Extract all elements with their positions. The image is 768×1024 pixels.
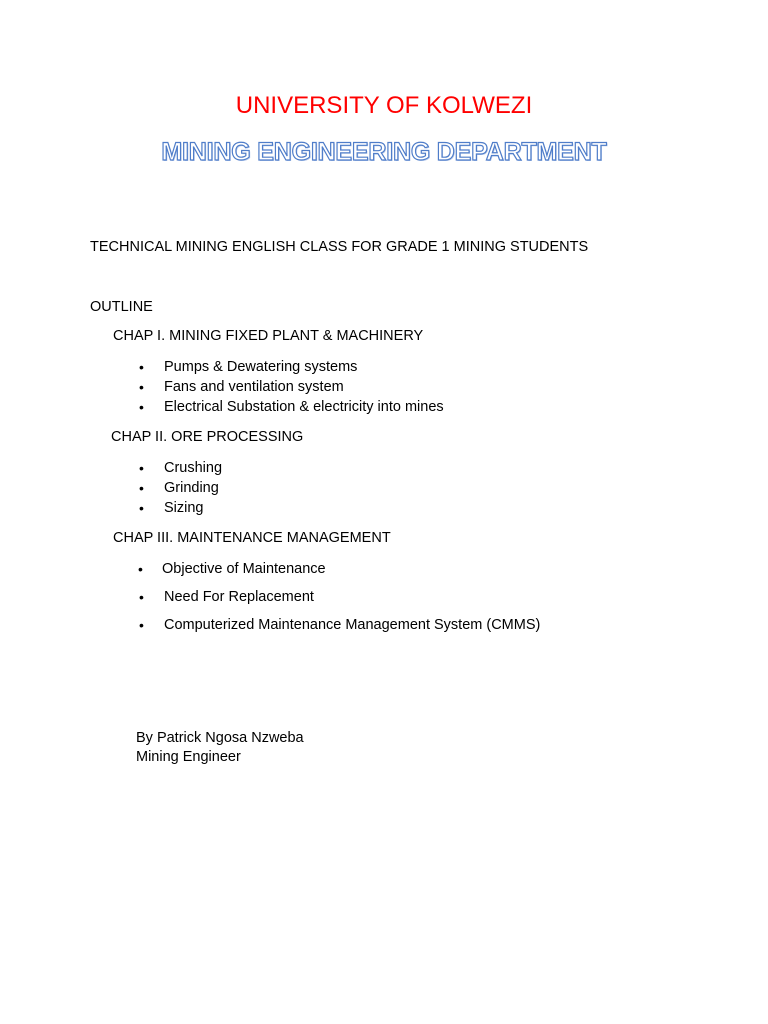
university-title: UNIVERSITY OF KOLWEZI	[235, 92, 533, 119]
bullet-icon: •	[139, 379, 144, 395]
chapter-3-list	[138, 560, 541, 634]
bullet-icon: •	[139, 617, 144, 633]
bullet-icon: •	[139, 359, 144, 375]
list-item	[139, 459, 223, 477]
list-item	[139, 378, 444, 396]
chapter-1-list	[139, 358, 444, 416]
list-item-text: Need For Replacement	[164, 589, 314, 605]
outline-heading: OUTLINE	[90, 299, 153, 315]
list-item	[139, 588, 540, 606]
list-item-text: Objective of Maintenance	[162, 561, 326, 577]
bullet-icon: •	[139, 399, 144, 415]
list-item	[139, 358, 444, 376]
list-item-text: Grinding	[164, 480, 219, 496]
list-item-text: Sizing	[164, 500, 204, 516]
list-item-text: Crushing	[164, 460, 223, 476]
list-item	[139, 398, 444, 416]
chapter-1-title: CHAP I. MINING FIXED PLANT & MACHINERY	[113, 328, 424, 344]
author-byline: By Patrick Ngosa Nzweba	[136, 730, 304, 746]
list-item	[138, 560, 540, 578]
list-item-text: Electrical Substation & electricity into mines	[164, 399, 444, 415]
list-item	[139, 616, 541, 634]
bullet-icon: •	[139, 500, 144, 516]
bullet-icon: •	[139, 480, 144, 496]
bullet-icon: •	[138, 561, 143, 577]
course-title: TECHNICAL MINING ENGLISH CLASS FOR GRADE 1 MINING STUDENTS	[90, 239, 589, 255]
list-item-text: Computerized Maintenance Management System (CMMS)	[164, 617, 541, 633]
list-item	[139, 479, 222, 497]
chapter-3-title: CHAP III. MAINTENANCE MANAGEMENT	[113, 530, 391, 546]
chapter-2-title: CHAP II. ORE PROCESSING	[111, 429, 304, 445]
department-title: MINING ENGINEERING DEPARTMENT	[161, 138, 607, 166]
list-item-text: Fans and ventilation system	[164, 379, 344, 395]
chapter-2-list	[139, 459, 223, 517]
bullet-icon: •	[139, 460, 144, 476]
bullet-icon: •	[139, 589, 144, 605]
list-item-text: Pumps & Dewatering systems	[164, 359, 358, 375]
author-role: Mining Engineer	[136, 749, 241, 765]
list-item	[139, 499, 222, 517]
